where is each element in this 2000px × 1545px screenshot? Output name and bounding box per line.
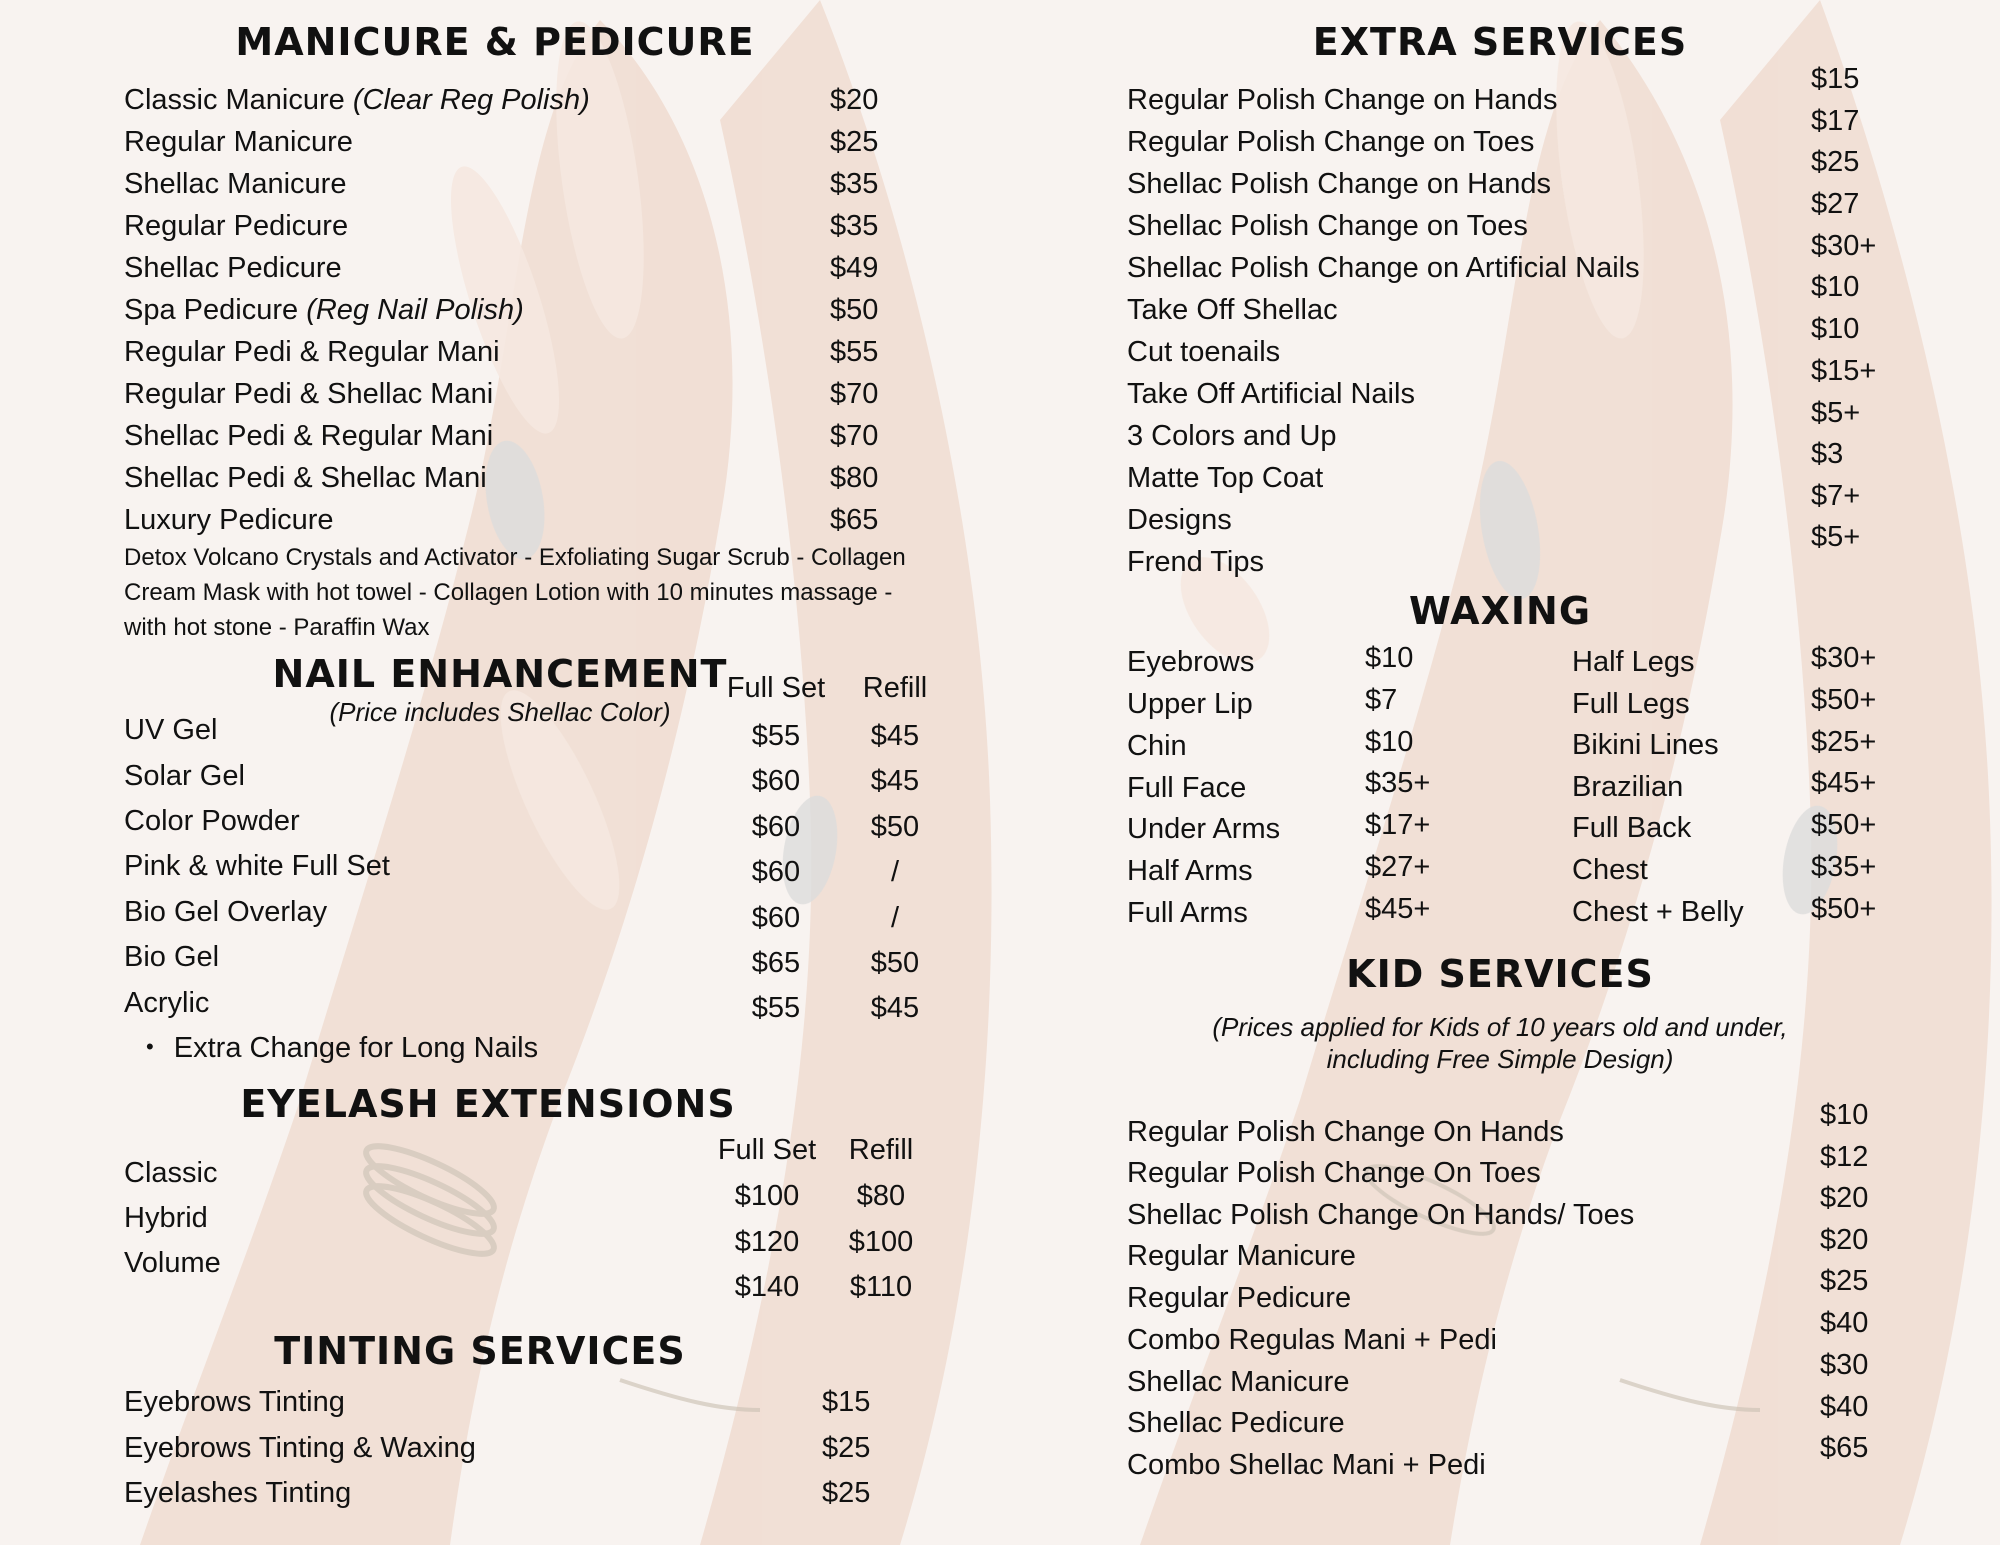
refill-price: / — [890, 902, 900, 934]
service-note: (Clear Reg Polish) — [352, 84, 590, 116]
service-name: Chin — [1127, 730, 1187, 762]
section-heading-kid-services: KID SERVICES — [1346, 952, 1654, 996]
service-price: $25 — [830, 126, 879, 158]
service-price: $15+ — [1811, 355, 1877, 387]
section-heading-waxing: WAXING — [1408, 589, 1592, 633]
service-price: $12 — [1820, 1141, 1869, 1173]
service-price: $45+ — [1365, 893, 1431, 925]
service-name: Shellac Polish Change on Toes — [1127, 210, 1528, 242]
service-price: $10 — [1365, 726, 1414, 758]
service-name: Shellac Polish Change On Hands/ Toes — [1127, 1199, 1635, 1231]
service-price: $27 — [1811, 188, 1860, 220]
long-nails-note: • Extra Change for Long Nails — [146, 1032, 539, 1064]
nail-enhancement-subheading: (Price includes Shellac Color) — [329, 697, 671, 727]
service-name: Bio Gel Overlay — [124, 896, 328, 928]
service-name: Take Off Shellac — [1127, 294, 1338, 326]
service-name: Regular Polish Change On Hands — [1127, 1116, 1564, 1148]
refill-price: $45 — [870, 992, 920, 1024]
service-price: $35+ — [1811, 851, 1877, 883]
section-heading-manicure-pedicure: MANICURE & PEDICURE — [235, 20, 755, 64]
service-price: $40 — [1820, 1307, 1869, 1339]
service-name: Pink & white Full Set — [124, 850, 390, 882]
service-price: $30 — [1820, 1349, 1869, 1381]
service-name: Under Arms — [1127, 813, 1281, 845]
section-heading-nail-enhancement: NAIL ENHANCEMENT — [272, 652, 728, 696]
service-name: Classic Manicure (Clear Reg Polish) — [124, 84, 590, 116]
service-name: Shellac Manicure — [1127, 1366, 1350, 1398]
service-price: $65 — [1820, 1432, 1869, 1464]
service-price: $35 — [830, 210, 879, 242]
service-name: Volume — [124, 1247, 221, 1279]
service-name: Spa Pedicure (Reg Nail Polish) — [124, 294, 524, 326]
service-price: $7+ — [1811, 480, 1861, 512]
full-set-price: $60 — [751, 902, 801, 934]
service-price: $15 — [822, 1386, 871, 1418]
service-name: Regular Manicure — [1127, 1240, 1356, 1272]
service-price: $10 — [1811, 313, 1860, 345]
full-set-price: $140 — [734, 1271, 800, 1303]
col-header-refill: Refill — [848, 1134, 914, 1166]
full-set-price: $60 — [751, 765, 801, 797]
service-name: Matte Top Coat — [1127, 462, 1324, 494]
service-name: 3 Colors and Up — [1127, 420, 1337, 452]
service-name: Frend Tips — [1127, 546, 1264, 578]
service-name: Regular Pedicure — [124, 210, 349, 242]
service-name: Half Legs — [1572, 646, 1695, 678]
section-heading-eyelash-extensions: EYELASH EXTENSIONS — [240, 1082, 736, 1126]
full-set-price: $60 — [751, 856, 801, 888]
refill-price: / — [890, 856, 900, 888]
service-name: Designs — [1127, 504, 1232, 536]
service-price: $35 — [830, 168, 879, 200]
service-price: $20 — [1820, 1224, 1869, 1256]
service-name: Regular Polish Change On Toes — [1127, 1157, 1541, 1189]
service-price: $49 — [830, 252, 879, 284]
service-name: Chest — [1572, 854, 1648, 886]
service-name: Take Off Artificial Nails — [1127, 378, 1415, 410]
col-header-full-set: Full Set — [717, 1134, 817, 1166]
full-set-price: $100 — [734, 1180, 800, 1212]
service-name: Acrylic — [124, 987, 210, 1019]
service-name: Regular Polish Change on Hands — [1127, 84, 1558, 116]
service-name: Half Arms — [1127, 855, 1253, 887]
service-price: $30+ — [1811, 642, 1877, 674]
col-header-refill: Refill — [862, 672, 928, 704]
service-name: Luxury Pedicure — [124, 504, 334, 536]
full-set-price: $65 — [751, 947, 801, 979]
service-name: Classic — [124, 1157, 218, 1189]
service-name: Cut toenails — [1127, 336, 1281, 368]
service-name: Shellac Pedicure — [124, 252, 342, 284]
service-price: $25 — [1811, 146, 1860, 178]
section-heading-extra-services: EXTRA SERVICES — [1312, 20, 1688, 64]
service-price: $3 — [1811, 438, 1844, 470]
service-name: Color Powder — [124, 805, 300, 837]
service-name: Eyebrows Tinting — [124, 1386, 345, 1418]
luxury-pedicure-description: Detox Volcano Crystals and Activator - Exfoliating Sugar Scrub - Collagen Cream Mask with hot towel - Collagen Lotion with 10 minutes massage - with hot stone - Paraffin Wax — [124, 544, 906, 641]
service-name: Full Back — [1572, 812, 1692, 844]
service-name: Upper Lip — [1127, 688, 1253, 720]
service-name: Regular Manicure — [124, 126, 353, 158]
service-price: $50+ — [1811, 893, 1877, 925]
service-name: Regular Pedi & Shellac Mani — [124, 378, 494, 410]
col-header-full-set: Full Set — [726, 672, 826, 704]
service-name: Hybrid — [124, 1202, 208, 1234]
refill-price: $50 — [870, 947, 920, 979]
full-set-price: $60 — [751, 811, 801, 843]
service-name: Bikini Lines — [1572, 729, 1719, 761]
service-name: Shellac Pedicure — [1127, 1407, 1345, 1439]
service-price: $70 — [830, 378, 879, 410]
service-name: Bio Gel — [124, 941, 220, 973]
service-price: $50+ — [1811, 809, 1877, 841]
service-price: $17+ — [1365, 809, 1431, 841]
service-name: Regular Polish Change on Toes — [1127, 126, 1535, 158]
service-price: $25 — [822, 1432, 871, 1464]
service-price: $70 — [830, 420, 879, 452]
full-set-price: $120 — [734, 1226, 800, 1258]
service-name: UV Gel — [124, 714, 218, 746]
service-name: Eyebrows — [1127, 646, 1255, 678]
service-price: $50 — [830, 294, 879, 326]
full-set-price: $55 — [751, 720, 801, 752]
service-price: $20 — [1820, 1182, 1869, 1214]
service-note: (Reg Nail Polish) — [306, 294, 524, 326]
service-name: Combo Shellac Mani + Pedi — [1127, 1449, 1486, 1481]
refill-price: $45 — [870, 765, 920, 797]
service-price: $65 — [830, 504, 879, 536]
service-name: Brazilian — [1572, 771, 1684, 803]
service-name: Solar Gel — [124, 760, 245, 792]
service-price: $5+ — [1811, 397, 1861, 429]
service-name: Shellac Polish Change on Hands — [1127, 168, 1551, 200]
service-name: Eyebrows Tinting & Waxing — [124, 1432, 476, 1464]
service-price: $35+ — [1365, 767, 1431, 799]
service-price: $25+ — [1811, 726, 1877, 758]
service-price: $10 — [1820, 1099, 1869, 1131]
service-price: $20 — [830, 84, 879, 116]
service-price: $55 — [830, 336, 879, 368]
service-price: $17 — [1811, 105, 1860, 137]
service-name: Full Arms — [1127, 897, 1248, 929]
service-price: $10 — [1811, 271, 1860, 303]
service-price: $30+ — [1811, 230, 1877, 262]
service-name: Regular Pedi & Regular Mani — [124, 336, 500, 368]
refill-price: $110 — [849, 1271, 913, 1303]
service-name: Chest + Belly — [1572, 896, 1744, 928]
refill-price: $50 — [870, 811, 920, 843]
service-name: Full Legs — [1572, 688, 1690, 720]
service-price: $25 — [822, 1477, 871, 1509]
service-price: $5+ — [1811, 521, 1861, 553]
refill-price: $100 — [848, 1226, 914, 1258]
service-name: Shellac Polish Change on Artificial Nails — [1127, 252, 1640, 284]
service-price: $40 — [1820, 1391, 1869, 1423]
service-price: $45+ — [1811, 767, 1877, 799]
service-name: Shellac Pedi & Regular Mani — [124, 420, 494, 452]
service-price: $27+ — [1365, 851, 1431, 883]
bullet-icon: • — [146, 1034, 154, 1059]
service-price: $50+ — [1811, 684, 1877, 716]
service-name: Full Face — [1127, 772, 1247, 804]
service-name: Shellac Manicure — [124, 168, 347, 200]
section-heading-tinting-services: TINTING SERVICES — [274, 1329, 686, 1373]
kid-services-note-line-1: (Prices applied for Kids of 10 years old and under, — [1212, 1012, 1788, 1042]
service-price: $10 — [1365, 642, 1414, 674]
service-name: Eyelashes Tinting — [124, 1477, 352, 1509]
refill-price: $45 — [870, 720, 920, 752]
full-set-price: $55 — [751, 992, 801, 1024]
service-name: Shellac Pedi & Shellac Mani — [124, 462, 487, 494]
service-price: $80 — [830, 462, 879, 494]
service-price: $25 — [1820, 1265, 1869, 1297]
service-name: Combo Regulas Mani + Pedi — [1127, 1324, 1497, 1356]
service-price: $7 — [1365, 684, 1398, 716]
service-price: $15 — [1811, 63, 1860, 95]
refill-price: $80 — [856, 1180, 906, 1212]
kid-services-note-line-2: including Free Simple Design) — [1326, 1044, 1674, 1074]
service-name: Regular Pedicure — [1127, 1282, 1352, 1314]
